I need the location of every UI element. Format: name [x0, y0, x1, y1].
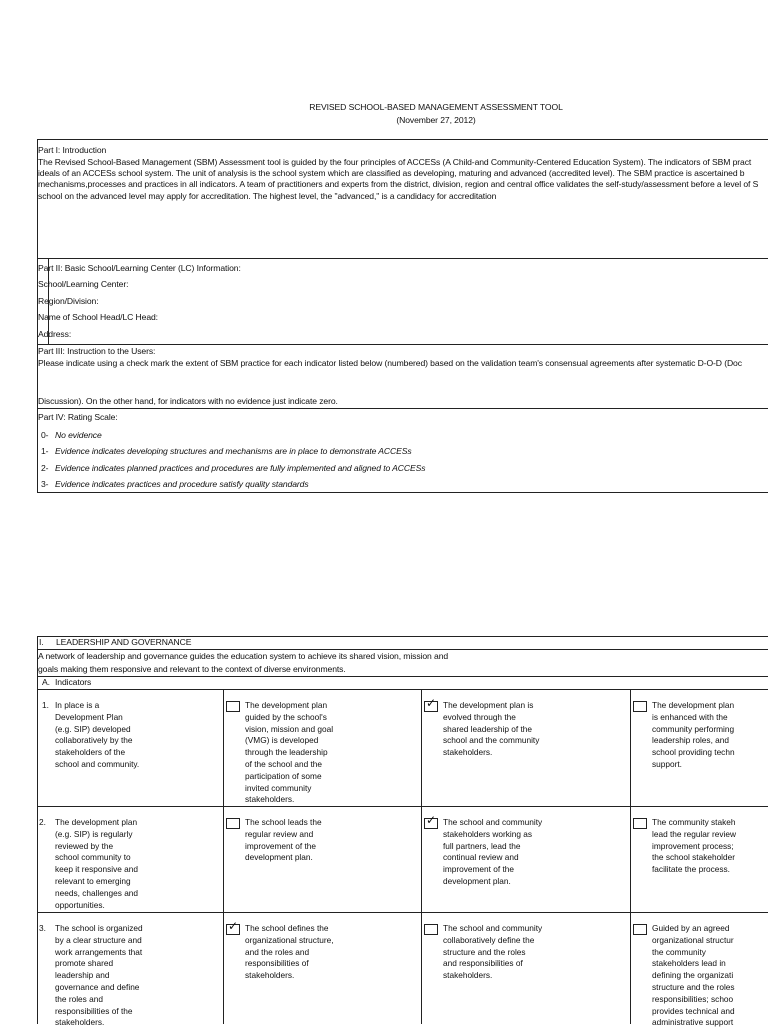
part2-heading: Part II: Basic School/Learning Center (LC) Information:	[38, 263, 241, 273]
divider	[37, 408, 768, 409]
divider	[37, 649, 768, 650]
level-description: The development plan is enhanced with the community performing leadership roles, and school providing techn support.	[652, 700, 735, 769]
level-description: The school and community stakeholders working as full partners, lead the continual review and improvement of the development plan.	[443, 817, 543, 886]
column-divider	[630, 689, 631, 1024]
rating-checkbox[interactable]	[424, 924, 438, 935]
divider	[37, 344, 768, 345]
row-divider	[37, 912, 768, 913]
scale-number: 1-	[41, 446, 49, 456]
level-description: The development plan guided by the school's vision, mission and goal (VMG) is developed through the leadership of the school and the participation of some invited community stakeholders.	[245, 700, 334, 805]
scale-text: Evidence indicates practices and procedure satisfy quality standards	[55, 479, 309, 489]
indicator-text: In place is a Development Plan (e.g. SIP) developed collaboratively by the stakeholders of the school and community.	[55, 700, 140, 769]
part1-heading: Part I: Introduction	[38, 145, 107, 155]
rating-checkbox[interactable]	[424, 696, 438, 712]
indicator-number: 1.	[42, 700, 49, 710]
section-description: goals making them responsive and relevant to the context of diverse environments.	[38, 664, 346, 674]
school-label: School/Learning Center:	[38, 279, 129, 289]
part1-line: ideals of an ACCESs school system. The unit of analysis is the school system which are classified as developing, maturing and advanced (accredited level). The SBM practice is ascertained b	[38, 168, 745, 178]
scale-number: 0-	[41, 430, 49, 440]
indicator-text: The development plan (e.g. SIP) is regularly reviewed by the school community to keep it responsive and relevant to emerging needs, challenges and opportunities.	[55, 817, 139, 910]
section-number: I.	[39, 637, 44, 647]
level-description: The community stakeh lead the regular review improvement process; the school stakeholder facilitate the process.	[652, 817, 736, 875]
rating-checkbox[interactable]	[226, 818, 240, 829]
rating-checkbox[interactable]	[633, 701, 647, 712]
subsection-letter: A.	[42, 677, 50, 687]
part1-line: school on the advanced level may apply for accreditation. The highest level, the "advanced," is a candidacy for accreditation	[38, 191, 497, 201]
rating-checkbox[interactable]	[424, 813, 438, 829]
section-description: A network of leadership and governance guides the education system to achieve its shared vision, mission and	[38, 651, 449, 661]
divider	[37, 676, 768, 677]
table-left-border	[37, 636, 38, 1024]
part3-line: Please indicate using a check mark the extent of SBM practice for each indicator listed below (numbered) based on the validation team's consensual agreements after systematic D-O-D (Doc	[38, 358, 742, 368]
scale-number: 3-	[41, 479, 49, 489]
part4-heading: Part IV: Rating Scale:	[38, 412, 118, 422]
scale-text: Evidence indicates developing structures and mechanisms are in place to demonstrate ACCESs	[55, 446, 412, 456]
rating-checkbox[interactable]	[226, 919, 240, 935]
level-description: The school defines the organizational structure, and the roles and responsibilities of stakeholders.	[245, 923, 334, 981]
part3-line: Discussion). On the other hand, for indicators with no evidence just indicate zero.	[38, 396, 338, 406]
rating-checkbox[interactable]	[226, 701, 240, 712]
part1-line: mechanisms,processes and practices in all indicators. A team of practitioners and experts from the district, division, region and central office validates the self-study/assessment before a level of S	[38, 179, 759, 189]
document-date: (November 27, 2012)	[396, 115, 476, 125]
subsection-title: Indicators	[55, 677, 92, 687]
checkmark-icon: ✓	[228, 919, 239, 933]
indicator-number: 3.	[39, 923, 46, 933]
level-description: The school and community collaboratively define the structure and the roles and responsibilities of stakeholders.	[443, 923, 543, 981]
school-head-label: Name of School Head/LC Head:	[38, 312, 158, 322]
section-title: LEADERSHIP AND GOVERNANCE	[56, 637, 192, 647]
scale-number: 2-	[41, 463, 49, 473]
divider	[37, 258, 768, 259]
divider	[37, 689, 768, 690]
part3-heading: Part III: Instruction to the Users:	[38, 346, 156, 356]
level-description: The development plan is evolved through the shared leadership of the school and the community stakeholders.	[443, 700, 540, 758]
rating-checkbox[interactable]	[633, 924, 647, 935]
column-divider	[421, 689, 422, 1024]
level-description: Guided by an agreed organizational structur the community stakeholders lead in defining the organizati structure and the roles responsibilities; schoo provides technical and administrative support	[652, 923, 735, 1028]
divider	[37, 139, 768, 140]
level-description: The school leads the regular review and improvement of the development plan.	[245, 817, 322, 863]
indicator-number: 2.	[39, 817, 46, 827]
scale-text: No evidence	[55, 430, 102, 440]
indicator-text: The school is organized by a clear structure and work arrangements that promote shared leadership and governance and define the roles and responsibilities of the stakeholders.	[55, 923, 143, 1028]
document-title: REVISED SCHOOL-BASED MANAGEMENT ASSESSMENT TOOL	[309, 102, 563, 112]
checkmark-icon: ✓	[426, 696, 437, 710]
checkmark-icon: ✓	[426, 813, 437, 827]
part1-line: The Revised School-Based Management (SBM) Assessment tool is guided by the four principles of ACCESs (A Child-and Community-Centered Education System). The indicators of SBM pract	[38, 157, 752, 167]
divider	[37, 492, 768, 493]
column-divider	[223, 689, 224, 1024]
rating-checkbox[interactable]	[633, 818, 647, 829]
region-label: Region/Division:	[38, 296, 99, 306]
scale-text: Evidence indicates planned practices and procedures are fully implemented and aligned to ACCESs	[55, 463, 426, 473]
address-label: Address:	[38, 329, 72, 339]
row-divider	[37, 806, 768, 807]
